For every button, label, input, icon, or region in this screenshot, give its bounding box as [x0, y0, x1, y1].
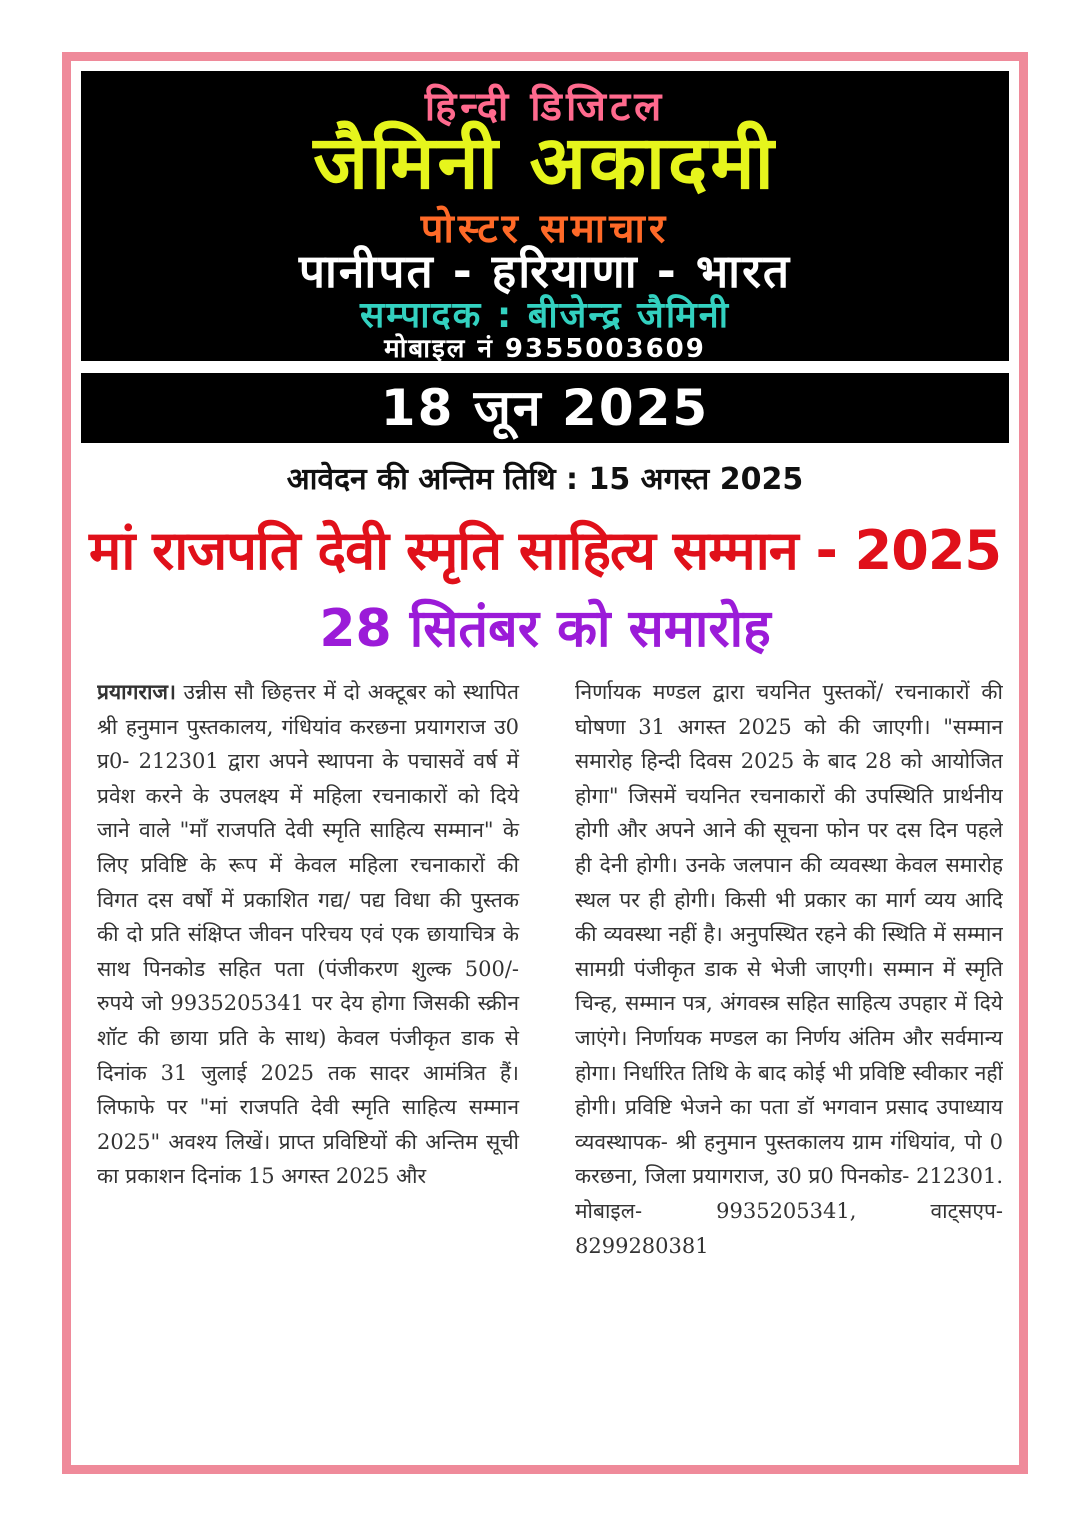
- article-dateline: प्रयागराज।: [97, 679, 176, 704]
- masthead-location: पानीपत - हरियाणा - भारत: [298, 244, 792, 298]
- masthead-mobile: मोबाइल नं 9355003609: [384, 334, 706, 364]
- article-text-left: उन्नीस सौ छिहत्तर में दो अक्टूबर को स्थापित श्री हनुमान पुस्तकालय, गंधियांव करछना प्रयागराज उ0 प्र0- 212301 द्वारा अपने स्थापना के पचासवें वर्ष में प्रवेश करने के उपलक्ष्य में महिला रचनाकारों को दिये जाने वाले "माँ राजपति देवी स्मृति साहित्य सम्मान" के लिए प्रविष्टि के रूप में केवल महिला रचनाकारों की विगत दस वर्षों में प्रकाशित गद्य/ पद्य विधा की पुस्तक की दो प्रति संक्षिप्त जीवन परिचय एवं एक छायाचित्र के साथ पिनकोड सहित पता (पंजीकरण शुल्क 500/- रुपये जो 9935205341 पर देय होगा जिसकी स्क्रीन शॉट की छाया प्रति के साथ) केवल पंजीकृत डाक से दिनांक 31 जुलाई 2025 तक सादर आमंत्रित हैं।लिफाफे पर "मां राजपति देवी स्मृति साहित्य सम्मान 2025" अवश्य लिखें। प्राप्त प्रविष्टियों की अन्तिम सूची का प्रकाशन दिनांक 15 अगस्त 2025 और: [97, 680, 519, 1189]
- headline: मां राजपति देवी स्मृति साहित्य सम्मान - 2025: [89, 519, 1001, 582]
- article-column-right: [575, 675, 1003, 1465]
- application-deadline: आवेदन की अन्तिम तिथि : 15 अगस्त 2025: [286, 462, 804, 497]
- sub-headline: 28 सितंबर को समारोह: [319, 599, 771, 659]
- masthead-title: जैमिनी अकादमी: [313, 120, 777, 206]
- issue-date: 18 जून 2025: [81, 373, 1009, 443]
- masthead-editor: सम्पादक : बीजेन्द्र जैमिनी: [359, 295, 731, 336]
- news-article: [97, 675, 1003, 1465]
- article-text-right: निर्णायक मण्डल द्वारा चयनित पुस्तकों/ रचनाकारों की घोषणा 31 अगस्त 2025 को की जाएगी। "सम्मान समारोह हिन्दी दिवस 2025 के बाद 28 को आयोजित होगा" जिसमें चयनित रचनाकारों की उपस्थिति प्रार्थनीय होगी और अपने आने की सूचना फोन पर दस दिन पहले ही देनी होगी। उनके जलपान की व्यवस्था केवल समारोह स्थल पर ही होगी। किसी भी प्रकार का मार्ग व्यय आदि की व्यवस्था नहीं है। अनुपस्थित रहने की स्थिति में सम्मान सामग्री पंजीकृत डाक से भेजी जाएगी। सम्मान में स्मृति चिन्ह, सम्मान पत्र, अंगवस्त्र सहित साहित्य उपहार में दिये जाएंगे। निर्णायक मण्डल का निर्णय अंतिम और सर्वमान्य होगा। निर्धारित तिथि के बाद कोई भी प्रविष्टि स्वीकार नहीं होगी। प्रविष्टि भेजने का पता डॉ भगवान प्रसाद उपाध्याय व्यवस्थापक- श्री हनुमान पुस्तकालय ग्राम गंधियांव, पो 0 करछना, जिला प्रयागराज, उ0 प्र0 पिनकोड- 212301. मोबाइल- 9935205341, वाट्सएप- 8299280381: [575, 680, 1003, 1258]
- masthead: [81, 71, 1009, 364]
- poster-frame: [62, 52, 1028, 1474]
- masthead-poster-news: पोस्टर समाचार: [420, 206, 670, 252]
- article-column-left: [97, 675, 519, 1465]
- masthead-line-hindi-digital: हिन्दी डिजिटल: [424, 84, 666, 130]
